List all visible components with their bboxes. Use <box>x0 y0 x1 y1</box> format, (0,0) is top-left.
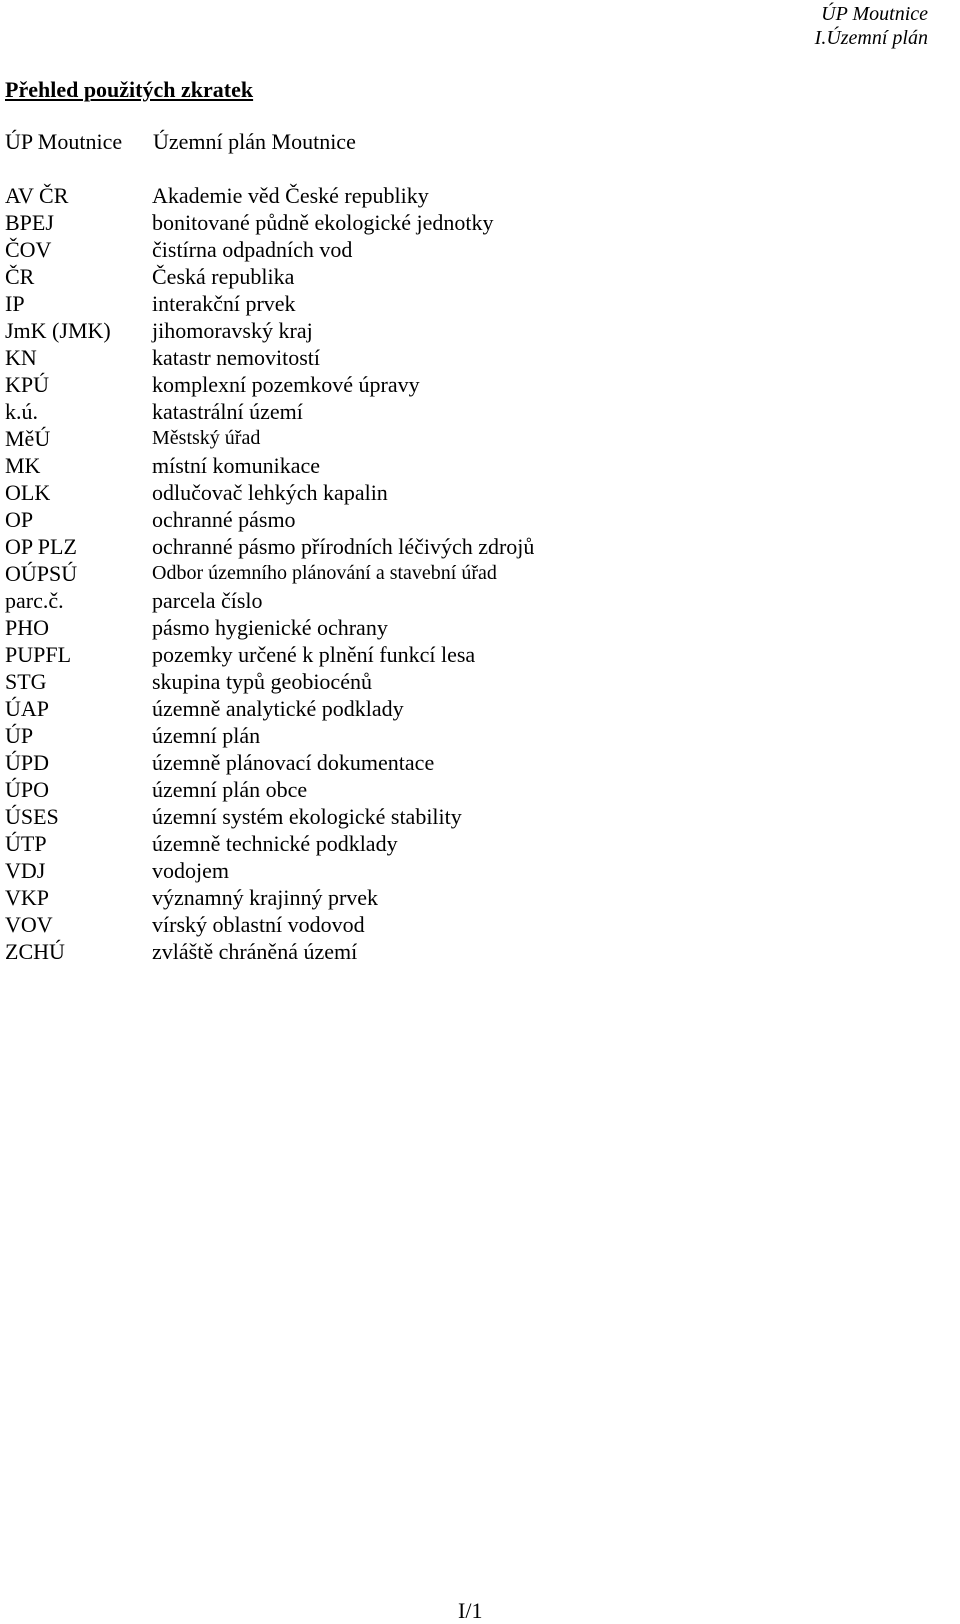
abbreviation-meaning: pásmo hygienické ochrany <box>152 615 388 640</box>
list-item <box>5 749 434 776</box>
list-item <box>5 938 357 965</box>
abbreviation: STG <box>5 669 47 694</box>
abbreviation-meaning: Městský úřad <box>152 427 261 449</box>
abbreviation: VKP <box>5 885 50 910</box>
abbreviation: MěÚ <box>5 426 51 451</box>
abbreviation-meaning: územně technické podklady <box>152 831 398 856</box>
abbreviation: ÚAP <box>5 696 50 721</box>
list-item <box>5 182 429 209</box>
list-item <box>5 560 497 587</box>
abbreviation-meaning: interakční prvek <box>152 291 296 316</box>
list-item <box>5 776 307 803</box>
page-title: Přehled použitých zkratek <box>5 77 254 102</box>
list-item <box>5 344 320 371</box>
abbreviation: ČR <box>5 264 35 289</box>
list-item <box>5 533 534 560</box>
abbreviation: KPÚ <box>5 372 50 397</box>
abbreviation: ÚPD <box>5 750 50 775</box>
abbreviation-meaning: odlučovač lehkých kapalin <box>152 480 388 505</box>
abbreviation: OP <box>5 507 34 532</box>
abbreviation-meaning: katastrální území <box>152 399 303 424</box>
abbreviation-meaning: jihomoravský kraj <box>152 318 313 343</box>
intro-abbr: ÚP Moutnice <box>5 129 123 154</box>
abbreviation: ÚPO <box>5 777 50 802</box>
abbreviation-meaning: ochranné pásmo <box>152 507 296 532</box>
abbreviation: OÚPSÚ <box>5 561 78 586</box>
abbreviation-meaning: pozemky určené k plnění funkcí lesa <box>152 642 476 667</box>
list-item <box>5 398 303 425</box>
abbreviation-meaning: územní plán obce <box>152 777 308 802</box>
abbreviation-meaning: katastr nemovitostí <box>152 345 321 370</box>
list-item <box>5 830 398 857</box>
list-item <box>5 209 494 236</box>
abbreviation-meaning: komplexní pozemkové úpravy <box>152 372 420 397</box>
list-item <box>5 857 229 884</box>
header-project: ÚP Moutnice <box>821 3 928 25</box>
abbreviation-meaning: významný krajinný prvek <box>152 885 379 910</box>
abbreviation-meaning: územní systém ekologické stability <box>152 804 462 829</box>
abbreviation-meaning: místní komunikace <box>152 453 321 478</box>
list-item <box>5 884 378 911</box>
list-item <box>5 317 313 344</box>
abbreviation-meaning: bonitované půdně ekologické jednotky <box>152 210 494 235</box>
abbreviation: OP PLZ <box>5 534 77 559</box>
abbreviation: KN <box>5 345 37 370</box>
intro-row <box>5 128 356 155</box>
abbreviation-meaning: vodojem <box>152 858 229 883</box>
list-item <box>5 236 352 263</box>
abbreviation: ÚP <box>5 723 34 748</box>
abbreviation: k.ú. <box>5 399 38 424</box>
list-item <box>5 803 462 830</box>
abbreviation-meaning: zvláště chráněná území <box>152 939 358 964</box>
list-item <box>5 506 296 533</box>
intro-meaning: Územní plán Moutnice <box>153 129 356 154</box>
abbreviation: ČOV <box>5 237 52 262</box>
abbreviation-meaning: územní plán <box>152 723 261 748</box>
list-item <box>5 290 296 317</box>
abbreviation: AV ČR <box>5 183 69 208</box>
abbreviation-meaning: parcela číslo <box>152 588 263 613</box>
abbreviation-meaning: skupina typů geobiocénů <box>152 669 372 694</box>
list-item <box>5 641 475 668</box>
abbreviation: ÚSES <box>5 804 59 829</box>
abbreviation: PUPFL <box>5 642 72 667</box>
list-item <box>5 371 420 398</box>
abbreviation-meaning: Česká republika <box>152 264 295 289</box>
list-item <box>5 425 260 452</box>
abbreviation-meaning: územně plánovací dokumentace <box>152 750 435 775</box>
list-item <box>5 668 372 695</box>
abbreviation: VDJ <box>5 858 46 883</box>
list-item <box>5 614 388 641</box>
abbreviation: ÚTP <box>5 831 47 856</box>
list-item <box>5 263 294 290</box>
abbreviation-meaning: Akademie věd České republiky <box>152 183 429 208</box>
page-header <box>815 2 928 50</box>
list-item <box>5 587 263 614</box>
list-item <box>5 479 388 506</box>
abbreviation: IP <box>5 291 25 316</box>
abbreviation-meaning: územně analytické podklady <box>152 696 404 721</box>
abbreviation-meaning: vírský oblastní vodovod <box>152 912 365 937</box>
header-section: I.Územní plán <box>814 27 928 49</box>
abbreviation-meaning: ochranné pásmo přírodních léčivých zdrojů <box>152 534 535 559</box>
list-item <box>5 722 260 749</box>
page-number: I/1 <box>458 1598 483 1623</box>
abbreviation: OLK <box>5 480 51 505</box>
abbreviation: MK <box>5 453 41 478</box>
abbreviation: parc.č. <box>5 588 64 613</box>
abbreviation-meaning: čistírna odpadních vod <box>152 237 353 262</box>
list-item <box>5 911 365 938</box>
abbreviation: VOV <box>5 912 53 937</box>
list-item <box>5 452 320 479</box>
abbreviation: ZCHÚ <box>5 939 65 964</box>
abbreviation: PHO <box>5 615 50 640</box>
list-item <box>5 695 404 722</box>
abbreviation: JmK (JMK) <box>5 318 111 343</box>
abbreviation: BPEJ <box>5 210 54 235</box>
abbreviation-meaning: Odbor územního plánování a stavební úřad <box>152 562 497 584</box>
